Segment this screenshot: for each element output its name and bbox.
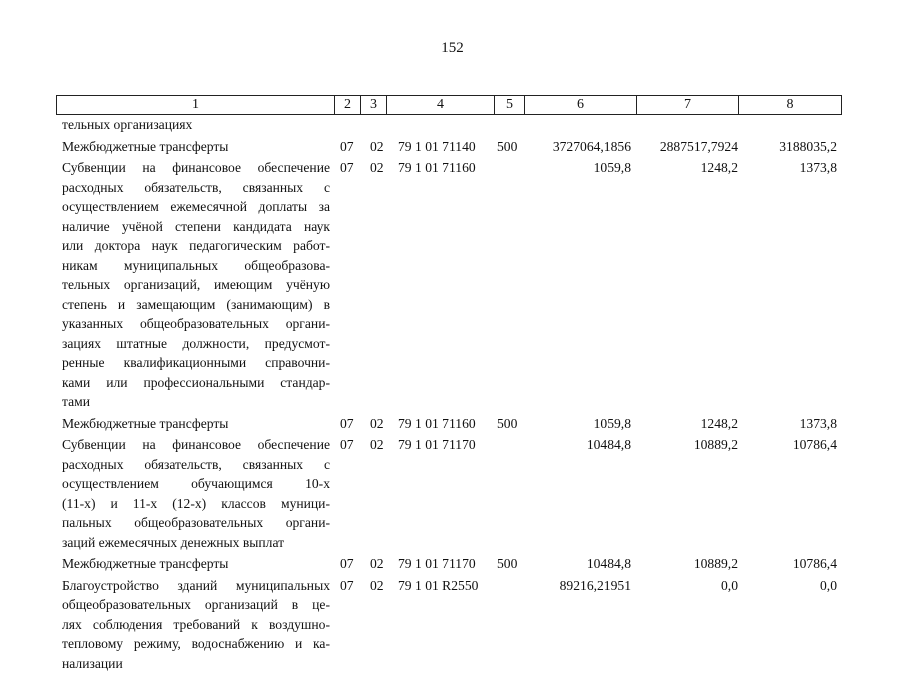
amount-col-8: 3188035,2: [745, 137, 837, 157]
amount-col-6: 10484,8: [525, 435, 631, 455]
description-line: наличие учёной степени кандидата наук: [62, 217, 330, 237]
description-line: тельных организаций, имеющим учёную: [62, 275, 330, 295]
subsection-code: 02: [370, 576, 388, 596]
amount-col-6: 89216,21951: [525, 576, 631, 596]
description-line: пальных общеобразовательных органи-: [62, 513, 330, 533]
target-article-code: 79 1 01 71170: [398, 554, 490, 574]
section-code: 07: [340, 414, 358, 434]
amount-col-8: 0,0: [745, 576, 837, 596]
description-line: степень и замещающим (занимающим) в: [62, 295, 330, 315]
description-line: ренные квалификационными справочни-: [62, 353, 330, 373]
header-col-5: 5: [495, 96, 525, 114]
description-line: тами: [62, 392, 330, 412]
row-description: [62, 435, 330, 552]
amount-col-7: 10889,2: [636, 554, 738, 574]
subsection-code: 02: [370, 414, 388, 434]
target-article-code: 79 1 01 71140: [398, 137, 490, 157]
amount-col-6: 10484,8: [525, 554, 631, 574]
row-description: [62, 137, 330, 157]
amount-col-8: 10786,4: [745, 435, 837, 455]
table-header: [56, 95, 842, 115]
description-line: Межбюджетные трансферты: [62, 137, 330, 157]
description-line: Субвенции на финансовое обеспечение: [62, 158, 330, 178]
amount-col-6: 1059,8: [525, 414, 631, 434]
description-line: (11-х) и 11-х (12-х) классов муници-: [62, 494, 330, 514]
section-code: 07: [340, 554, 358, 574]
description-line: Благоустройство зданий муниципальных: [62, 576, 330, 596]
target-article-code: 79 1 01 71170: [398, 435, 490, 455]
description-line: тепловому режиму, водоснабжению и ка-: [62, 634, 330, 654]
subsection-code: 02: [370, 137, 388, 157]
amount-col-8: 10786,4: [745, 554, 837, 574]
amount-col-6: 1059,8: [525, 158, 631, 178]
expense-type-code: 500: [497, 414, 523, 434]
section-code: 07: [340, 576, 358, 596]
header-col-4: 4: [387, 96, 495, 114]
subsection-code: 02: [370, 435, 388, 455]
description-line: никам муниципальных общеобразова-: [62, 256, 330, 276]
amount-col-8: 1373,8: [745, 414, 837, 434]
description-line: Межбюджетные трансферты: [62, 414, 330, 434]
amount-col-6: 3727064,1856: [525, 137, 631, 157]
amount-col-7: 10889,2: [636, 435, 738, 455]
description-line: Межбюджетные трансферты: [62, 554, 330, 574]
description-line: осуществлением ежемесячной доплаты за: [62, 197, 330, 217]
amount-col-7: 1248,2: [636, 414, 738, 434]
description-line: расходных обязательств, связанных с: [62, 178, 330, 198]
description-line: зациях штатные должности, предусмот-: [62, 334, 330, 354]
description-line: заций ежемесячных денежных выплат: [62, 533, 330, 553]
description-line: лях соблюдения требований к воздушно-: [62, 615, 330, 635]
amount-col-8: 1373,8: [745, 158, 837, 178]
row-description: [62, 414, 330, 434]
header-col-7: 7: [637, 96, 739, 114]
description-line: общеобразовательных организаций в це-: [62, 595, 330, 615]
header-col-3: 3: [361, 96, 387, 114]
header-col-1: 1: [57, 96, 335, 114]
expense-type-code: 500: [497, 137, 523, 157]
expense-type-code: 500: [497, 554, 523, 574]
row-description: [62, 115, 330, 135]
row-description: [62, 554, 330, 574]
section-code: 07: [340, 158, 358, 178]
target-article-code: 79 1 01 R2550: [398, 576, 490, 596]
subsection-code: 02: [370, 554, 388, 574]
section-code: 07: [340, 435, 358, 455]
description-line: расходных обязательств, связанных с: [62, 455, 330, 475]
row-description: [62, 158, 330, 412]
header-col-6: 6: [525, 96, 637, 114]
header-col-8: 8: [739, 96, 841, 114]
target-article-code: 79 1 01 71160: [398, 414, 490, 434]
description-line: ками или профессиональными стандар-: [62, 373, 330, 393]
row-description: [62, 576, 330, 673]
description-line: или доктора наук педагогическим работ-: [62, 236, 330, 256]
header-col-2: 2: [335, 96, 361, 114]
description-line: осуществлением обучающимся 10-х: [62, 474, 330, 494]
amount-col-7: 2887517,7924: [636, 137, 738, 157]
description-line: Субвенции на финансовое обеспечение: [62, 435, 330, 455]
description-line: указанных общеобразовательных органи-: [62, 314, 330, 334]
description-line: нализации: [62, 654, 330, 673]
subsection-code: 02: [370, 158, 388, 178]
description-line: тельных организациях: [62, 115, 330, 135]
target-article-code: 79 1 01 71160: [398, 158, 490, 178]
page-number: 152: [0, 40, 905, 57]
section-code: 07: [340, 137, 358, 157]
amount-col-7: 0,0: [636, 576, 738, 596]
amount-col-7: 1248,2: [636, 158, 738, 178]
